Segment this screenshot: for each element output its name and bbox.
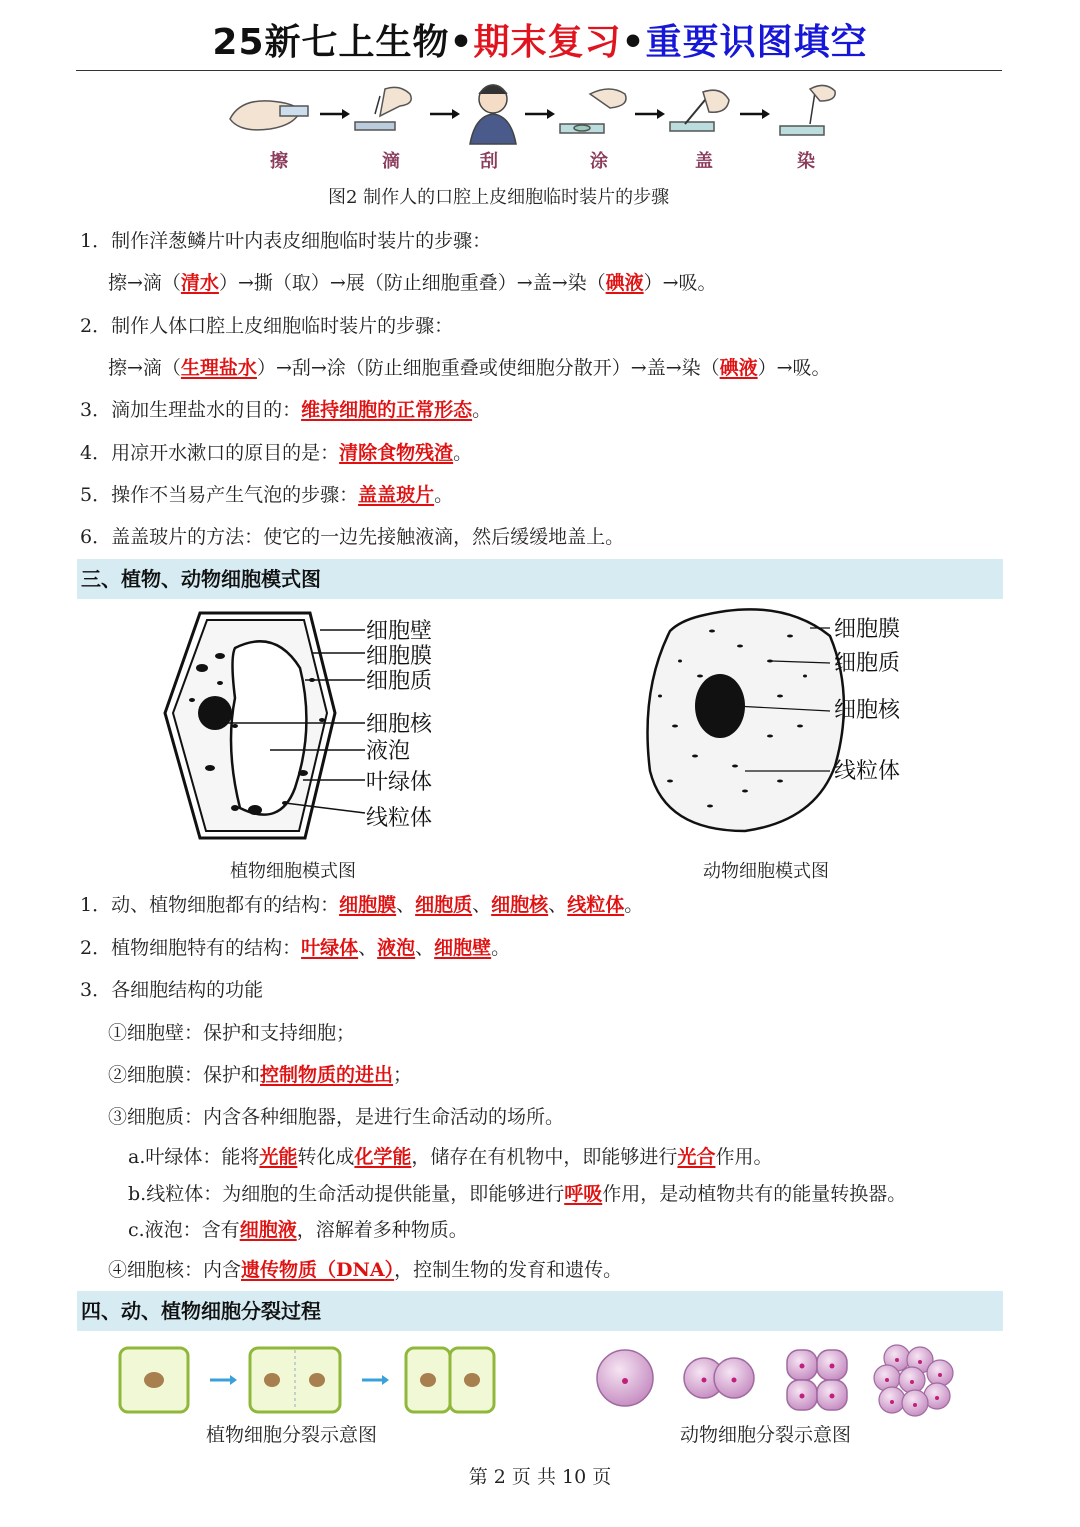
text: ，储存在有机物中，即能够进行 [411, 1146, 678, 1168]
text: 1．动、植物细胞都有的结构： [80, 894, 340, 916]
function-mitochondria [128, 1181, 906, 1207]
text: 3．滴加生理盐水的目的： [80, 399, 302, 421]
question-4 [80, 440, 472, 466]
plant-division-caption: 植物细胞分裂示意图 [206, 1424, 378, 1446]
text: ）→撕（取）→展（防止细胞重叠）→盖→染（ [218, 272, 606, 294]
question-5 [80, 482, 453, 508]
question-2: 2．制作人体口腔上皮细胞临时装片的步骤： [80, 315, 454, 337]
text: 4．用凉开水漱口的原目的是： [80, 442, 340, 464]
answer-blank: 化学能 [354, 1146, 412, 1168]
answer-blank: 遗传物质（DNA） [241, 1259, 395, 1281]
step-label: 擦 [270, 151, 288, 172]
text: 、 [548, 894, 568, 916]
step-label: 滴 [382, 151, 400, 172]
text: ）→吸。 [757, 357, 831, 379]
animal-division-caption: 动物细胞分裂示意图 [680, 1424, 852, 1446]
plant-label-mitochondria: 线粒体 [366, 806, 433, 831]
text: 擦→滴（ [108, 272, 181, 294]
header-divider [76, 70, 1002, 71]
answer-blank: 叶绿体 [301, 937, 359, 959]
text: ）→刮→涂（防止细胞重叠或使细胞分散开）→盖→染（ [256, 357, 720, 379]
text: 、 [472, 894, 492, 916]
text: 5．操作不当易产生气泡的步骤： [80, 484, 359, 506]
text: 。 [624, 894, 644, 916]
s3-question-1 [80, 892, 643, 918]
function-cell-wall: ①细胞壁：保护和支持细胞； [108, 1022, 356, 1044]
answer-blank: 细胞核 [491, 894, 549, 916]
text: b.线粒体：为细胞的生命活动提供能量，即能够进行 [128, 1183, 565, 1205]
step-label: 涂 [590, 151, 608, 172]
function-cytoplasm: ③细胞质：内含各种细胞器，是进行生命活动的场所。 [108, 1106, 565, 1128]
text: 作用，是动植物共有的能量转换器。 [602, 1183, 907, 1205]
title-dot: • [621, 22, 646, 63]
text: ； [393, 1064, 413, 1086]
answer-blank: 维持细胞的正常形态 [301, 399, 473, 421]
text: ④细胞核：内含 [108, 1259, 242, 1281]
answer-blank: 清水 [180, 272, 219, 294]
steps-figure-caption: 图2 制作人的口腔上皮细胞临时装片的步骤 [328, 187, 670, 208]
answer-blank: 碘液 [719, 357, 758, 379]
s3-question-3: 3．各细胞结构的功能 [80, 979, 264, 1001]
text: 擦→滴（ [108, 357, 181, 379]
question-1: 1．制作洋葱鳞片叶内表皮细胞临时装片的步骤： [80, 230, 492, 252]
cheek-steps [108, 355, 831, 381]
text: ，溶解着多种物质。 [296, 1219, 468, 1241]
text: 。 [453, 442, 473, 464]
animal-label-cytoplasm: 细胞质 [834, 651, 901, 676]
animal-label-nucleus: 细胞核 [834, 698, 901, 723]
text: 、 [396, 894, 416, 916]
title-dot: • [449, 22, 474, 63]
text: a.叶绿体：能将 [128, 1146, 260, 1168]
question-6: 6．盖盖玻片的方法：使它的一边先接触液滴，然后缓缓地盖上。 [80, 526, 625, 548]
page-footer: 第 2 页 共 10 页 [468, 1466, 612, 1488]
plant-label-nucleus: 细胞核 [366, 712, 433, 737]
plant-label-cell-membrane: 细胞膜 [366, 644, 433, 669]
step-label: 染 [797, 151, 815, 172]
answer-blank: 线粒体 [567, 894, 625, 916]
animal-cell-caption: 动物细胞模式图 [703, 861, 829, 882]
text: 、 [415, 937, 435, 959]
answer-blank: 细胞液 [239, 1219, 297, 1241]
page-title [0, 14, 1080, 65]
answer-blank: 碘液 [605, 272, 644, 294]
answer-blank: 细胞壁 [434, 937, 492, 959]
answer-blank: 细胞膜 [339, 894, 397, 916]
title-part-topic: 重要识图填空 [645, 22, 868, 63]
plant-label-vacuole: 液泡 [366, 739, 411, 764]
text: ②细胞膜：保护和 [108, 1064, 261, 1086]
answer-blank: 呼吸 [564, 1183, 603, 1205]
answer-blank: 生理盐水 [180, 357, 257, 379]
text: ，控制生物的发育和遗传。 [394, 1259, 623, 1281]
text: ）→吸。 [643, 272, 717, 294]
plant-label-cytoplasm: 细胞质 [366, 669, 433, 694]
function-cell-membrane [108, 1062, 412, 1088]
answer-blank: 光合 [677, 1146, 716, 1168]
text: 转化成 [297, 1146, 355, 1168]
text: 作用。 [715, 1146, 773, 1168]
s3-question-2 [80, 935, 510, 961]
plant-cell-division-diagram [118, 1344, 498, 1416]
text: 。 [491, 937, 511, 959]
section-heading: 四、动、植物细胞分裂过程 [77, 1291, 1003, 1331]
plant-label-cell-wall: 细胞壁 [366, 619, 433, 644]
animal-label-mitochondria: 线粒体 [834, 759, 901, 784]
text: 2．植物细胞特有的结构： [80, 937, 302, 959]
answer-blank: 清除食物残渣 [339, 442, 454, 464]
answer-blank: 细胞质 [415, 894, 473, 916]
plant-label-chloroplast: 叶绿体 [366, 770, 433, 795]
text: 、 [358, 937, 378, 959]
animal-cell-diagram [640, 606, 920, 846]
title-part-review: 期末复习 [473, 22, 622, 63]
section-heading: 三、植物、动物细胞模式图 [77, 559, 1003, 599]
text: 。 [434, 484, 454, 506]
answer-blank: 盖盖玻片 [358, 484, 435, 506]
function-nucleus [108, 1257, 622, 1283]
animal-label-cell-membrane: 细胞膜 [834, 617, 901, 642]
step-label: 刮 [480, 151, 498, 172]
text: 。 [472, 399, 492, 421]
plant-cell-caption: 植物细胞模式图 [230, 861, 356, 882]
answer-blank: 控制物质的进出 [260, 1064, 394, 1086]
answer-blank: 液泡 [377, 937, 416, 959]
title-part-subject: 25新七上生物 [212, 22, 450, 63]
text: c.液泡：含有 [128, 1219, 240, 1241]
question-3 [80, 397, 491, 423]
onion-steps [108, 270, 717, 296]
animal-cell-division-diagram [592, 1338, 962, 1420]
function-vacuole [128, 1217, 468, 1243]
answer-blank: 光能 [259, 1146, 298, 1168]
function-chloroplast [128, 1144, 772, 1170]
slide-steps-illustration [225, 84, 865, 144]
plant-cell-diagram [160, 608, 460, 848]
step-label: 盖 [695, 151, 713, 172]
